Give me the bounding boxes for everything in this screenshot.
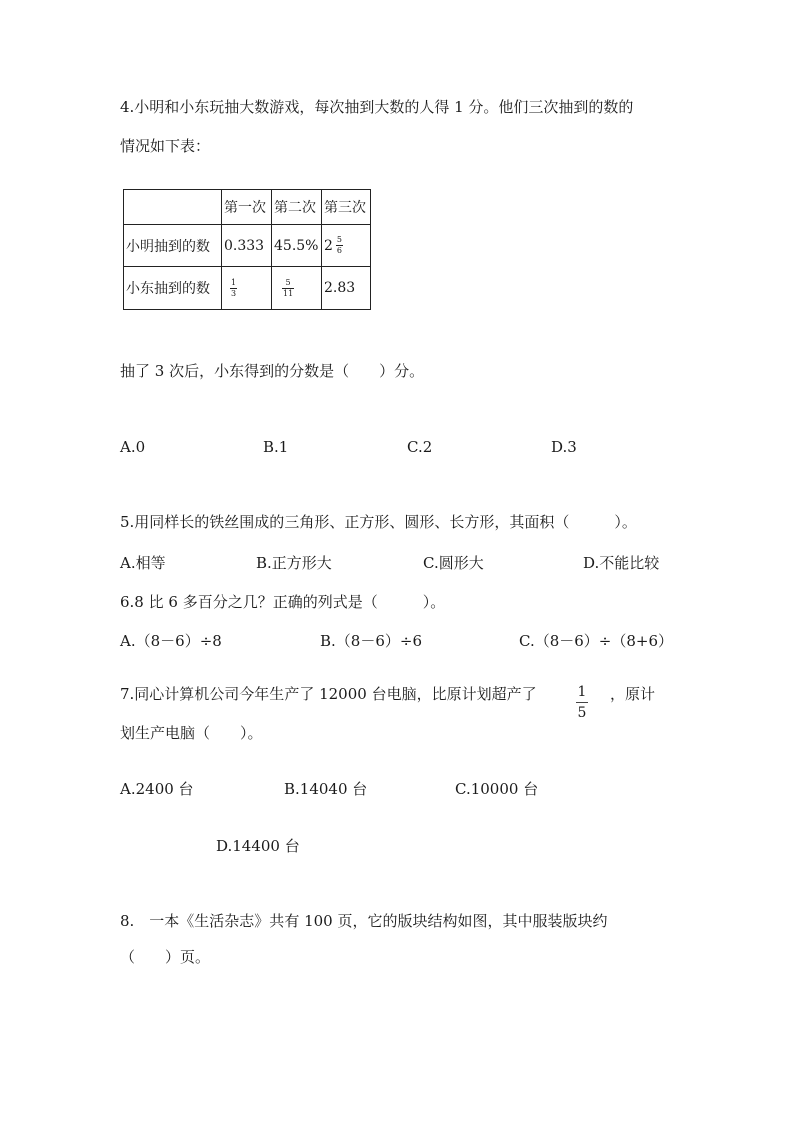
- q7-option-a[interactable]: A.2400 台: [120, 780, 194, 798]
- table-header-third: 第三次: [322, 190, 371, 225]
- mixed-number-whole: 2: [324, 237, 333, 254]
- cell-xiaodong-2: [272, 267, 322, 310]
- fraction: [282, 279, 294, 298]
- q6-option-c[interactable]: C.（8－6）÷（8+6）: [519, 632, 674, 650]
- q4-question: 抽了 3 次后，小东得到的分数是（ ）分。: [120, 362, 425, 380]
- q4-text-line2: 情况如下表：: [120, 137, 211, 155]
- fraction-denominator: 3: [231, 288, 237, 298]
- row-label-xiaodong: 小东抽到的数: [124, 267, 222, 310]
- q6-option-a[interactable]: A.（8－6）÷8: [120, 632, 222, 650]
- fraction-denominator: 11: [283, 288, 294, 298]
- q4-option-d[interactable]: D.3: [551, 438, 577, 456]
- q5-text: 5.用同样长的铁丝围成的三角形、正方形、圆形、长方形，其面积（ ）。: [120, 513, 637, 531]
- q6-option-b[interactable]: B.（8－6）÷6: [320, 632, 422, 650]
- table-header-second: 第二次: [272, 190, 322, 225]
- q4-option-c[interactable]: C.2: [407, 438, 433, 456]
- row-label-xiaoming: 小明抽到的数: [124, 225, 222, 267]
- fraction-numerator: 1: [231, 277, 237, 287]
- fraction-numerator: 5: [336, 235, 343, 244]
- table-header-first: 第一次: [222, 190, 272, 225]
- cell-xiaoming-3: [322, 225, 371, 267]
- q8-text-line1: 8. 一本《生活杂志》共有 100 页，它的版块结构如图，其中服装版块约: [120, 912, 608, 930]
- q5-option-a[interactable]: A.相等: [120, 554, 166, 572]
- q7-option-c[interactable]: C.10000 台: [455, 780, 539, 798]
- table-row-xiaoming: [124, 225, 371, 267]
- q6-text: 6.8 比 6 多百分之几？正确的列式是（ ）。: [120, 593, 446, 611]
- q7-text-line1-end: ，原计: [610, 685, 656, 703]
- fraction-denominator: 5: [577, 705, 587, 721]
- cell-xiaoming-1: 0.333: [222, 225, 272, 267]
- q7-option-b[interactable]: B.14040 台: [284, 780, 368, 798]
- q4-text-line1: 4.小明和小东玩抽大数游戏，每次抽到大数的人得 1 分。他们三次抽到的数的: [120, 98, 634, 116]
- q7-text-line1: 7.同心计算机公司今年生产了 12000 台电脑，比原计划超产了: [120, 685, 537, 703]
- q5-option-b[interactable]: B.正方形大: [256, 554, 332, 572]
- table-row-xiaodong: [124, 267, 371, 310]
- q5-option-c[interactable]: C.圆形大: [423, 554, 484, 572]
- q8-text-line2: （ ）页。: [120, 948, 211, 966]
- fraction: [336, 236, 343, 255]
- q7-text-line2: 划生产电脑（ ）。: [120, 724, 263, 742]
- fraction: [576, 685, 588, 720]
- fraction-denominator: 6: [336, 246, 343, 255]
- q4-data-table: [123, 189, 371, 310]
- q7-fraction: [576, 681, 588, 720]
- cell-xiaoming-2: 45.5%: [272, 225, 322, 267]
- table-header-empty: [124, 190, 222, 225]
- fraction-bar: [576, 702, 588, 703]
- fraction-numerator: 5: [285, 277, 291, 287]
- q4-option-a[interactable]: A.0: [120, 438, 146, 456]
- q4-option-b[interactable]: B.1: [263, 438, 289, 456]
- q7-option-d[interactable]: D.14400 台: [216, 837, 300, 855]
- cell-xiaodong-3: 2.83: [322, 267, 371, 310]
- fraction: [230, 279, 237, 298]
- cell-xiaodong-1: [222, 267, 272, 310]
- q5-option-d[interactable]: D.不能比较: [583, 554, 660, 572]
- fraction-numerator: 1: [577, 684, 587, 700]
- table-header-row: [124, 190, 371, 225]
